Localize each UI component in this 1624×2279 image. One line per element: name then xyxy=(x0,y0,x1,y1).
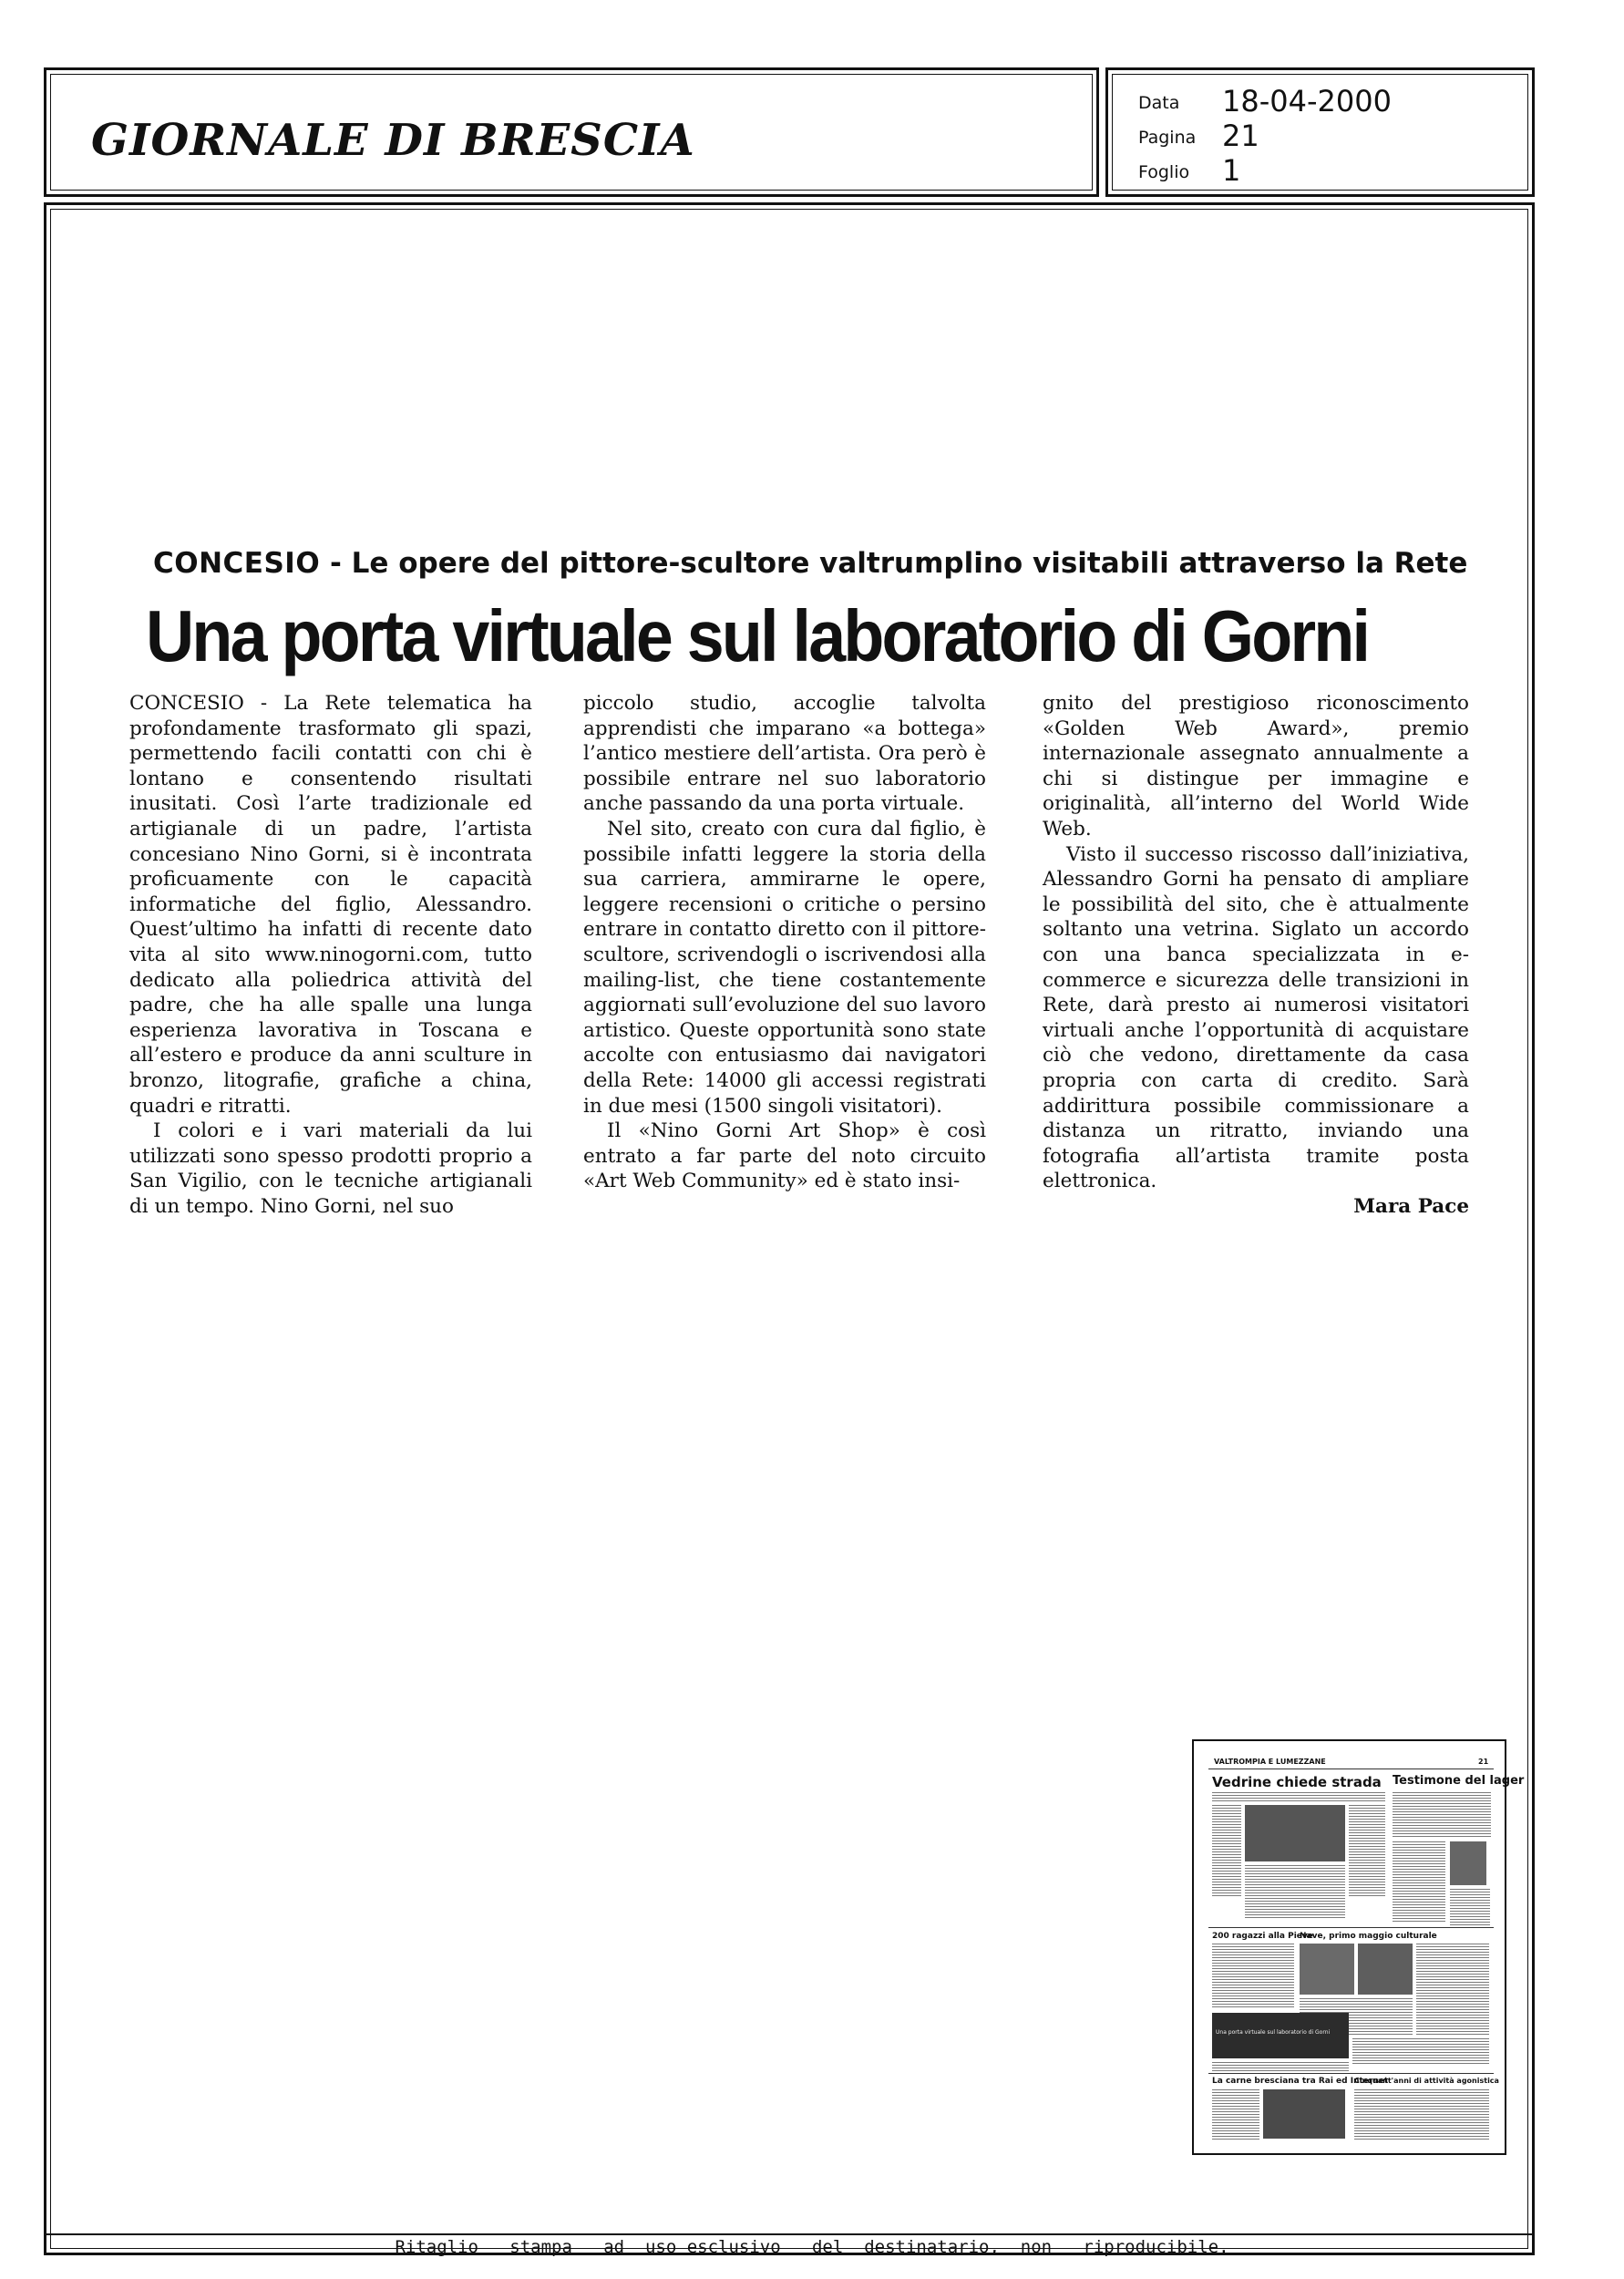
meta-label-foglio: Foglio xyxy=(1138,162,1190,182)
thumb-text-block xyxy=(1354,2089,1489,2140)
article-column-3 xyxy=(1043,691,1469,1219)
kicker-place: CONCESIO xyxy=(153,547,321,580)
article-headline: Una porta virtuale sul laboratorio di Gorni xyxy=(146,595,1369,676)
col1-paragraph-1: CONCESIO - La Rete telematica ha profondamente trasformato gli spazi, permettendo facili contatti con chi è lontano e consentendo risultati inusitati. Così l’arte tradizionale ed artigianale di un padre, l’artista concesiano Nino Gorni, si è incontrata proficuamente con le capacità informatiche del figlio, Alessandro. Quest’ultimo ha infatti di recente dato vita al sito www.ninogorni.com, tutto dedicato alla poliedrica attività del padre, che ha alle spalle una lunga esperienza lavorativa in Toscana e all’estero e produce da anni sculture in bronzo, litografie, grafiche a china, quadri e ritratti. xyxy=(129,692,532,1118)
col1-paragraph-2: I colori e i vari materiali da lui utilizzati sono spesso prodotti proprio a San Vigilio, con le tecniche artigianali di un tempo. Nino Gorni, nel suo xyxy=(129,1119,532,1218)
meta-value-data: 18-04-2000 xyxy=(1222,84,1392,119)
thumb-photo xyxy=(1358,1944,1413,1995)
article-column-2 xyxy=(583,691,986,1194)
col2-paragraph-3: Il «Nino Gorni Art Shop» è così entrato a far parte del noto circuito «Art Web Community» ed è stato insi- xyxy=(583,1119,986,1193)
thumb-photo xyxy=(1245,1805,1345,1861)
col3-paragraph-2: Visto il successo riscosso dall’iniziativa, Alessandro Gorni ha pensato di ampliare le possibilità del sito, che è attualmente soltanto una vetrina. Siglato un accordo con una banca specializzata in e-commerce e sicurezza delle transizioni in Rete, darà presto ai numerosi visitatori virtuali anche l’opportunità di acquistare ciò che vedono, direttamente da casa propria con carta di credito. Sarà addirittura possibile commissionare a distanza un ritratto, inviando una fotografia all’artista tramite posta elettronica. xyxy=(1043,842,1469,1193)
meta-row-foglio xyxy=(1113,153,1527,199)
thumb-text-block xyxy=(1212,1792,1385,1801)
meta-row-data xyxy=(1113,84,1527,129)
thumb-headline-5: La carne bresciana tra Rai ed Internet xyxy=(1212,2077,1389,2086)
thumb-rule xyxy=(1208,2073,1494,2074)
thumb-page-number: 21 xyxy=(1478,1758,1489,1766)
meta-label-data: Data xyxy=(1138,93,1180,113)
thumb-text-block xyxy=(1416,1944,1489,2035)
thumb-text-block xyxy=(1352,2038,1489,2066)
thumb-highlighted-article xyxy=(1212,2013,1349,2058)
col2-paragraph-2: Nel sito, creato con cura dal figlio, è possibile infatti leggere la storia della sua carriera, ammirarne le opere, leggere recensioni o critiche o persino entrare in contatto diretto con il pittore-scultore, scrivendogli o iscrivendosi alla mailing-list, che tiene costantemente aggiornati sull’evoluzione del suo lavoro artistico. Queste opportunità sono state accolte con entusiasmo dai navigatori della Rete: 14000 gli accessi registrati in due mesi (1500 singoli visitatori). xyxy=(583,817,986,1118)
thumb-text-block xyxy=(1393,1841,1445,1923)
thumb-photo xyxy=(1300,1944,1354,1995)
reproduction-notice: Ritaglio stampa ad uso esclusivo del destinatario, non riproducibile. xyxy=(395,2237,1229,2257)
thumb-text-block xyxy=(1212,2062,1349,2071)
meta-value-foglio: 1 xyxy=(1222,153,1241,188)
page-thumbnail xyxy=(1192,1739,1525,2155)
meta-row-pagina xyxy=(1113,119,1527,164)
meta-label-pagina: Pagina xyxy=(1138,128,1197,148)
article-kicker xyxy=(153,547,1467,580)
newspaper-name: GIORNALE DI BRESCIA xyxy=(91,115,695,166)
thumb-headline-3: 200 ragazzi alla Pieve xyxy=(1212,1932,1313,1941)
thumb-text-block xyxy=(1212,1805,1241,1896)
meta-value-pagina: 21 xyxy=(1222,119,1259,153)
thumb-text-block xyxy=(1245,1865,1345,1920)
masthead-box-inner xyxy=(50,74,1093,191)
thumb-portrait-photo xyxy=(1450,1841,1486,1885)
thumb-text-block xyxy=(1349,1805,1385,1896)
issue-meta-box-inner xyxy=(1112,74,1528,191)
thumb-headline-1: Vedrine chiede strada xyxy=(1212,1774,1382,1790)
thumb-headline-6: Cinquant'anni di attività agonistica xyxy=(1354,2077,1499,2085)
col2-paragraph-1: piccolo studio, accoglie talvolta apprendisti che imparano «a bottega» l’antico mestiere dell’artista. Ora però è possibile entrare nel suo laboratorio anche passando da una porta virtuale. xyxy=(583,692,986,816)
thumb-text-block xyxy=(1393,1792,1491,1838)
col3-paragraph-1: gnito del prestigioso riconoscimento «Golden Web Award», premio internazionale assegnato annualmente a chi si distingue per immagine e originalità, all’interno del World Wide Web. xyxy=(1043,692,1469,840)
kicker-text: - Le opere del pittore-scultore valtrumplino visitabili attraverso la Rete xyxy=(320,547,1468,580)
article-byline: Mara Pace xyxy=(1353,1194,1469,1218)
thumb-headline-2: Testimone del lager xyxy=(1393,1774,1525,1788)
thumb-text-block xyxy=(1450,1889,1490,1925)
masthead-box xyxy=(44,67,1099,197)
issue-meta-box xyxy=(1105,67,1535,197)
thumb-section-title: VALTROMPIA E LUMEZZANE xyxy=(1214,1758,1326,1766)
thumb-text-block xyxy=(1212,1944,1294,2009)
footer-rule xyxy=(44,2233,1535,2235)
thumb-photo xyxy=(1263,2089,1345,2139)
thumb-rule xyxy=(1208,1927,1494,1928)
thumb-highlighted-caption: Una porta virtuale sul laboratorio di Gorni xyxy=(1216,2029,1331,2036)
thumb-text-block xyxy=(1212,2089,1259,2140)
page-thumbnail-content xyxy=(1208,1756,1525,2142)
thumb-headline-4: Nave, primo maggio culturale xyxy=(1300,1932,1437,1941)
article-column-1 xyxy=(129,691,532,1219)
